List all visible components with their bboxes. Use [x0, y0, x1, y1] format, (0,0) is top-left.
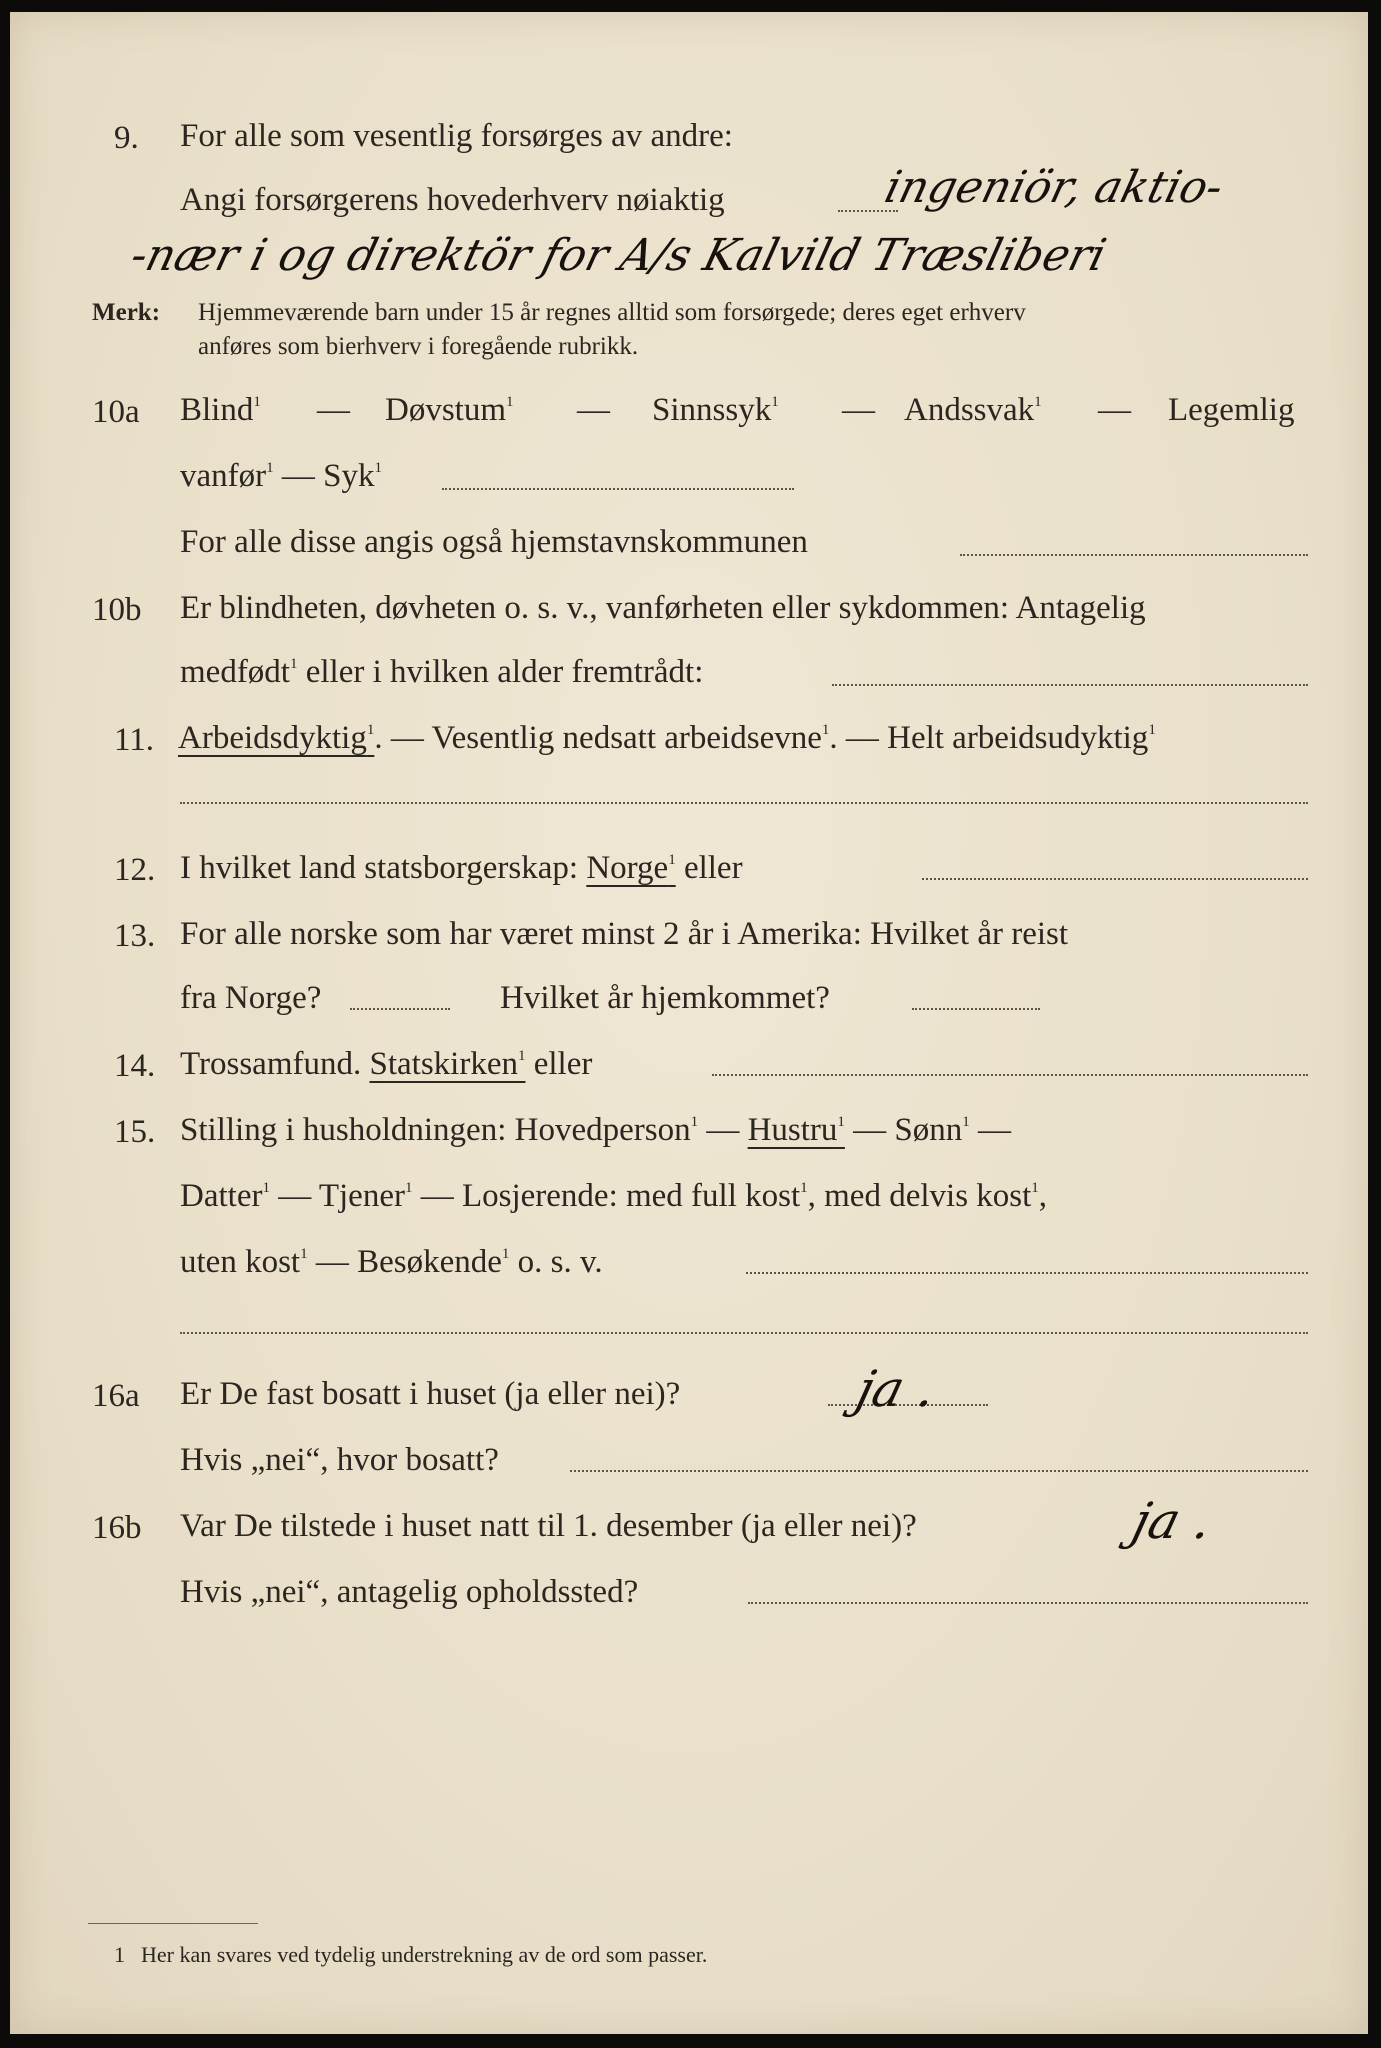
- q13-number: 13.: [114, 918, 156, 954]
- q10a-dash-4: —: [1098, 392, 1131, 428]
- q14-number: 14.: [114, 1048, 156, 1084]
- q10a-blind: Blind$^1$: [180, 392, 261, 428]
- q10a-andssvak: Andssvak$^1$: [904, 392, 1042, 428]
- q10a-line2: vanfør$^1$ — Syk$^1$: [180, 458, 382, 494]
- q14-underlined-choice: Statskirken$^1$: [369, 1046, 526, 1082]
- census-form-page: [10, 12, 1368, 2034]
- footnote: 1 Her kan svares ved tydelig understrekning av de ord som passer.: [114, 1942, 708, 1967]
- q11-line: Arbeidsdyktig$^1$. — Vesentlig nedsatt arbeidsevne$^1$. — Helt arbeidsudyktig$^1$: [178, 720, 1156, 756]
- q11-number: 11.: [114, 722, 155, 758]
- q9-line1: For alle som vesentlig forsørges av andre:: [180, 118, 733, 154]
- q10b-line2: medfødt$^1$ eller i hvilken alder fremtrådt:: [180, 654, 704, 690]
- q16b-number: 16b: [92, 1510, 142, 1546]
- q15-line3: uten kost$^1$ — Besøkende$^1$ o. s. v.: [180, 1244, 603, 1280]
- q15-line2: Datter$^1$ — Tjener$^1$ — Losjerende: med full kost$^1$, med delvis kost$^1$,: [180, 1178, 1048, 1214]
- note-label: Merk:: [92, 299, 161, 326]
- q10a-dash-1: —: [317, 392, 350, 428]
- q16b-dotted-line: [748, 1602, 1308, 1604]
- q10a-dash-2: —: [577, 392, 610, 428]
- q12-line: I hvilket land statsborgerskap: Norge$^1$ eller: [180, 850, 743, 886]
- q13-hjemkommet: Hvilket år hjemkommet?: [500, 980, 830, 1016]
- q12-underlined-choice: Norge$^1$: [586, 850, 676, 886]
- q16a-line1: Er De fast bosatt i huset (ja eller nei)?: [180, 1376, 681, 1412]
- q12-dotted-line: [922, 878, 1308, 880]
- q10a-dovstum: Døvstum$^1$: [385, 392, 514, 428]
- q16b-handwritten-answer: ja .: [1126, 1492, 1219, 1550]
- q16a-dotted-line-2: [570, 1470, 1308, 1472]
- q10a-dash-3: —: [842, 392, 875, 428]
- q9-handwritten-answer-1: ingeniör, aktio-: [879, 162, 1229, 213]
- note-line1: Hjemmeværende barn under 15 år regnes alltid som forsørgede; deres eget erhverv: [198, 299, 1026, 326]
- q9-number: 9.: [114, 120, 139, 156]
- q10a-dotted-line-2: [960, 554, 1308, 556]
- q9-line2: Angi forsørgerens hovederhverv nøiaktig: [180, 182, 725, 218]
- footnote-rule: [88, 1923, 258, 1924]
- q15-number: 15.: [114, 1114, 156, 1150]
- q10a-sinnssyk: Sinnssyk$^1$: [652, 392, 779, 428]
- q10a-dotted-line-1: [442, 488, 794, 490]
- q10a-legemlig: Legemlig: [1168, 392, 1295, 428]
- q12-number: 12.: [114, 852, 156, 888]
- q15-dotted-line-2: [180, 1332, 1308, 1334]
- q11-underlined-choice: Arbeidsdyktig$^1$: [178, 720, 375, 756]
- q10b-number: 10b: [92, 592, 142, 628]
- q16b-line1: Var De tilstede i huset natt til 1. desember (ja eller nei)?: [180, 1508, 917, 1544]
- q13-fra-norge: fra Norge?: [180, 980, 322, 1016]
- q13-dotted-line-1: [350, 1008, 450, 1010]
- q16a-number: 16a: [92, 1378, 140, 1414]
- q10a-line3: For alle disse angis også hjemstavnskommunen: [180, 524, 808, 560]
- q13-dotted-line-2: [912, 1008, 1040, 1010]
- q10a-number: 10a: [92, 394, 140, 430]
- q16b-line2: Hvis „nei“, antagelig opholdssted?: [180, 1574, 639, 1610]
- q15-dotted-line-1: [746, 1272, 1308, 1274]
- q15-line1: Stilling i husholdningen: Hovedperson$^1$ — Hustru$^1$ — Sønn$^1$ —: [180, 1112, 1012, 1148]
- q10b-line1: Er blindheten, døvheten o. s. v., vanførheten eller sykdommen: Antagelig: [180, 590, 1146, 626]
- q13-line1: For alle norske som har været minst 2 år i Amerika: Hvilket år reist: [180, 916, 1069, 952]
- q16a-handwritten-answer: ja .: [850, 1360, 943, 1418]
- note-line2: anføres som bierhverv i foregående rubrikk.: [198, 333, 639, 360]
- q10b-dotted-line: [832, 684, 1308, 686]
- q9-handwritten-answer-2: -nær i og direktör for A/s Kalvild Træsliberi: [125, 230, 1111, 281]
- q16a-line2: Hvis „nei“, hvor bosatt?: [180, 1442, 499, 1478]
- q15-underlined-choice: Hustru$^1$: [747, 1112, 845, 1148]
- q14-line: Trossamfund. Statskirken$^1$ eller: [180, 1046, 593, 1082]
- q11-dotted-line: [180, 802, 1308, 804]
- q14-dotted-line: [712, 1074, 1308, 1076]
